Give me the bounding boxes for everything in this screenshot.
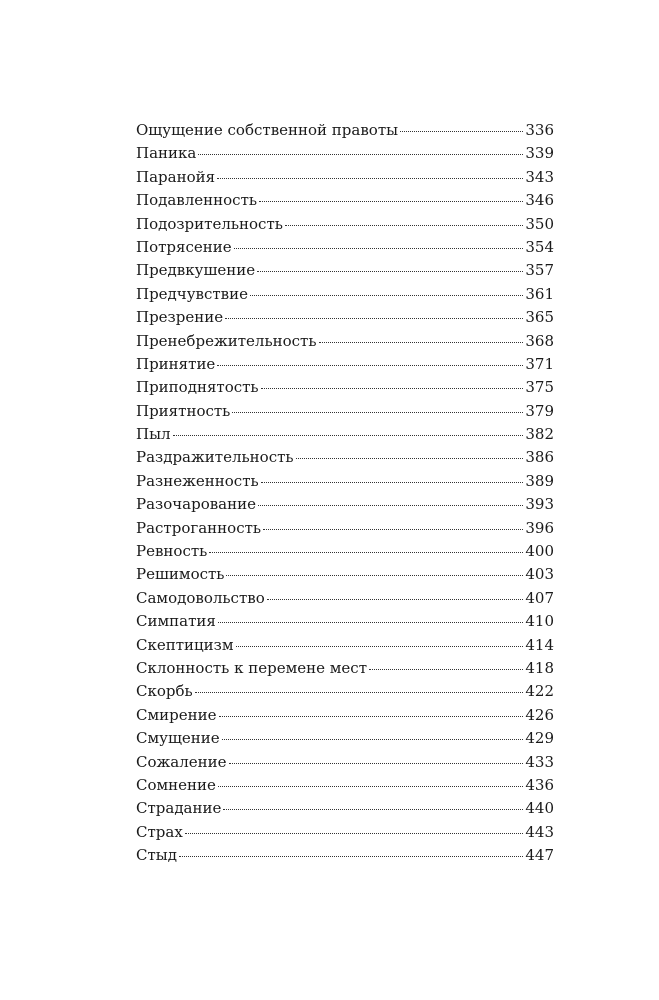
toc-entry [136, 846, 554, 869]
toc-entry-page-number: 371 [525, 354, 554, 373]
toc-leader-dots [218, 786, 523, 787]
toc-entry [136, 823, 554, 846]
toc-entry-page-number: 400 [525, 542, 554, 561]
toc-entry-title: Приподнятость [136, 378, 259, 397]
toc-entry-page-number: 339 [525, 144, 554, 163]
toc-entry [136, 378, 554, 401]
toc-leader-dots [173, 435, 524, 436]
toc-entry-page-number: 418 [525, 658, 554, 677]
toc-entry-page-number: 414 [525, 635, 554, 654]
toc-entry [136, 565, 554, 588]
toc-entry-title: Сомнение [136, 775, 216, 794]
toc-leader-dots [257, 271, 523, 272]
toc-leader-dots [258, 505, 523, 506]
toc-entry-title: Страх [136, 822, 183, 841]
toc-leader-dots [179, 856, 523, 857]
toc-entry [136, 776, 554, 799]
toc-entry-title: Потрясение [136, 237, 232, 256]
toc-leader-dots [185, 833, 524, 834]
toc-entry-page-number: 426 [525, 705, 554, 724]
toc-entry-title: Скорбь [136, 682, 193, 701]
toc-entry-title: Ревность [136, 542, 208, 561]
toc-leader-dots [261, 388, 524, 389]
toc-leader-dots [222, 739, 524, 740]
toc-entry-title: Паранойя [136, 167, 216, 186]
toc-entry [136, 495, 554, 518]
toc-entry-title: Презрение [136, 308, 224, 327]
toc-entry-title: Раздражительность [136, 448, 294, 467]
toc-entry [136, 682, 554, 705]
toc-entry-page-number: 403 [525, 565, 554, 584]
toc-leader-dots [236, 646, 524, 647]
toc-entry-page-number: 354 [525, 237, 554, 256]
toc-entry-page-number: 436 [525, 775, 554, 794]
toc-entry [136, 706, 554, 729]
toc-entry-title: Ощущение собственной правоты [136, 121, 399, 139]
toc-entry [136, 519, 554, 542]
toc-entry [136, 191, 554, 214]
toc-leader-dots [219, 716, 524, 717]
toc-entry-page-number: 386 [525, 448, 554, 467]
toc-entry [136, 659, 554, 682]
toc-entry-title: Предчувствие [136, 284, 249, 303]
toc-leader-dots [263, 529, 523, 530]
toc-entry-title: Предвкушение [136, 261, 256, 280]
toc-entry [136, 285, 554, 308]
toc-leader-dots [261, 482, 524, 483]
toc-entry-title: Скептицизм [136, 635, 234, 654]
toc-leader-dots [250, 295, 523, 296]
toc-leader-dots [225, 318, 523, 319]
toc-entry [136, 168, 554, 191]
toc-entry-page-number: 343 [525, 167, 554, 186]
toc-leader-dots [217, 365, 523, 366]
toc-entry [136, 332, 554, 355]
toc-entry [136, 402, 554, 425]
toc-entry-title: Смущение [136, 729, 220, 748]
toc-entry-title: Растроганность [136, 518, 262, 537]
toc-entry-page-number: 361 [525, 284, 554, 303]
toc-entry-page-number: 422 [525, 682, 554, 701]
toc-entry [136, 799, 554, 822]
toc-entry-title: Смирение [136, 705, 217, 724]
toc-entry-title: Пыл [136, 425, 171, 444]
toc-entry-title: Самодовольство [136, 588, 265, 607]
toc-entry-page-number: 447 [525, 846, 554, 865]
toc-entry-page-number: 407 [525, 588, 554, 607]
toc-entry-page-number: 375 [525, 378, 554, 397]
toc-entry [136, 215, 554, 238]
toc-entry-page-number: 393 [525, 495, 554, 514]
toc-leader-dots [229, 763, 524, 764]
toc-entry-page-number: 440 [525, 799, 554, 818]
toc-entry-title: Сожаление [136, 752, 227, 771]
toc-leader-dots [285, 225, 523, 226]
toc-leader-dots [296, 458, 524, 459]
toc-leader-dots [195, 692, 524, 693]
toc-entry-title: Симпатия [136, 612, 216, 631]
toc-entry-title: Решимость [136, 565, 225, 584]
toc-entry-title: Стыд [136, 846, 177, 865]
toc-entry-page-number: 357 [525, 261, 554, 280]
toc-entry-page-number: 389 [525, 471, 554, 490]
toc-entry [136, 589, 554, 612]
toc-entry-title: Склонность к перемене мест [136, 658, 367, 677]
table-of-contents [136, 121, 554, 870]
toc-leader-dots [198, 154, 523, 155]
toc-entry [136, 425, 554, 448]
toc-leader-dots [218, 622, 524, 623]
toc-entry [136, 238, 554, 261]
toc-entry [136, 636, 554, 659]
toc-entry-page-number: 382 [525, 425, 554, 444]
toc-entry-page-number: 350 [525, 214, 554, 233]
toc-entry-title: Принятие [136, 354, 216, 373]
toc-entry [136, 121, 554, 144]
toc-entry-title: Разочарование [136, 495, 256, 514]
toc-leader-dots [267, 599, 524, 600]
toc-leader-dots [223, 809, 523, 810]
toc-entry [136, 612, 554, 635]
toc-entry-title: Приятность [136, 401, 231, 420]
toc-entry [136, 355, 554, 378]
toc-entry-page-number: 368 [525, 331, 554, 350]
toc-entry-page-number: 365 [525, 308, 554, 327]
toc-entry [136, 729, 554, 752]
toc-entry-page-number: 433 [525, 752, 554, 771]
toc-entry-page-number: 429 [525, 729, 554, 748]
toc-entry [136, 448, 554, 471]
toc-entry-title: Страдание [136, 799, 222, 818]
toc-leader-dots [209, 552, 523, 553]
toc-entry-title: Паника [136, 144, 197, 163]
toc-entry-title: Пренебрежительность [136, 331, 317, 350]
toc-entry [136, 753, 554, 776]
toc-entry-title: Разнеженность [136, 471, 259, 490]
toc-entry-title: Подозрительность [136, 214, 283, 233]
toc-leader-dots [319, 342, 524, 343]
toc-entry-page-number: 336 [525, 121, 554, 139]
toc-leader-dots [400, 131, 523, 132]
toc-entry [136, 308, 554, 331]
toc-entry-page-number: 379 [525, 401, 554, 420]
toc-entry-title: Подавленность [136, 191, 258, 210]
toc-entry [136, 542, 554, 565]
toc-leader-dots [232, 412, 523, 413]
toc-entry [136, 472, 554, 495]
toc-entry [136, 144, 554, 167]
toc-entry-page-number: 346 [525, 191, 554, 210]
toc-entry-page-number: 396 [525, 518, 554, 537]
toc-leader-dots [217, 178, 523, 179]
toc-entry [136, 261, 554, 284]
toc-entry-page-number: 410 [525, 612, 554, 631]
toc-entry-page-number: 443 [525, 822, 554, 841]
toc-leader-dots [226, 575, 523, 576]
toc-leader-dots [369, 669, 523, 670]
toc-leader-dots [259, 201, 523, 202]
toc-leader-dots [234, 248, 524, 249]
